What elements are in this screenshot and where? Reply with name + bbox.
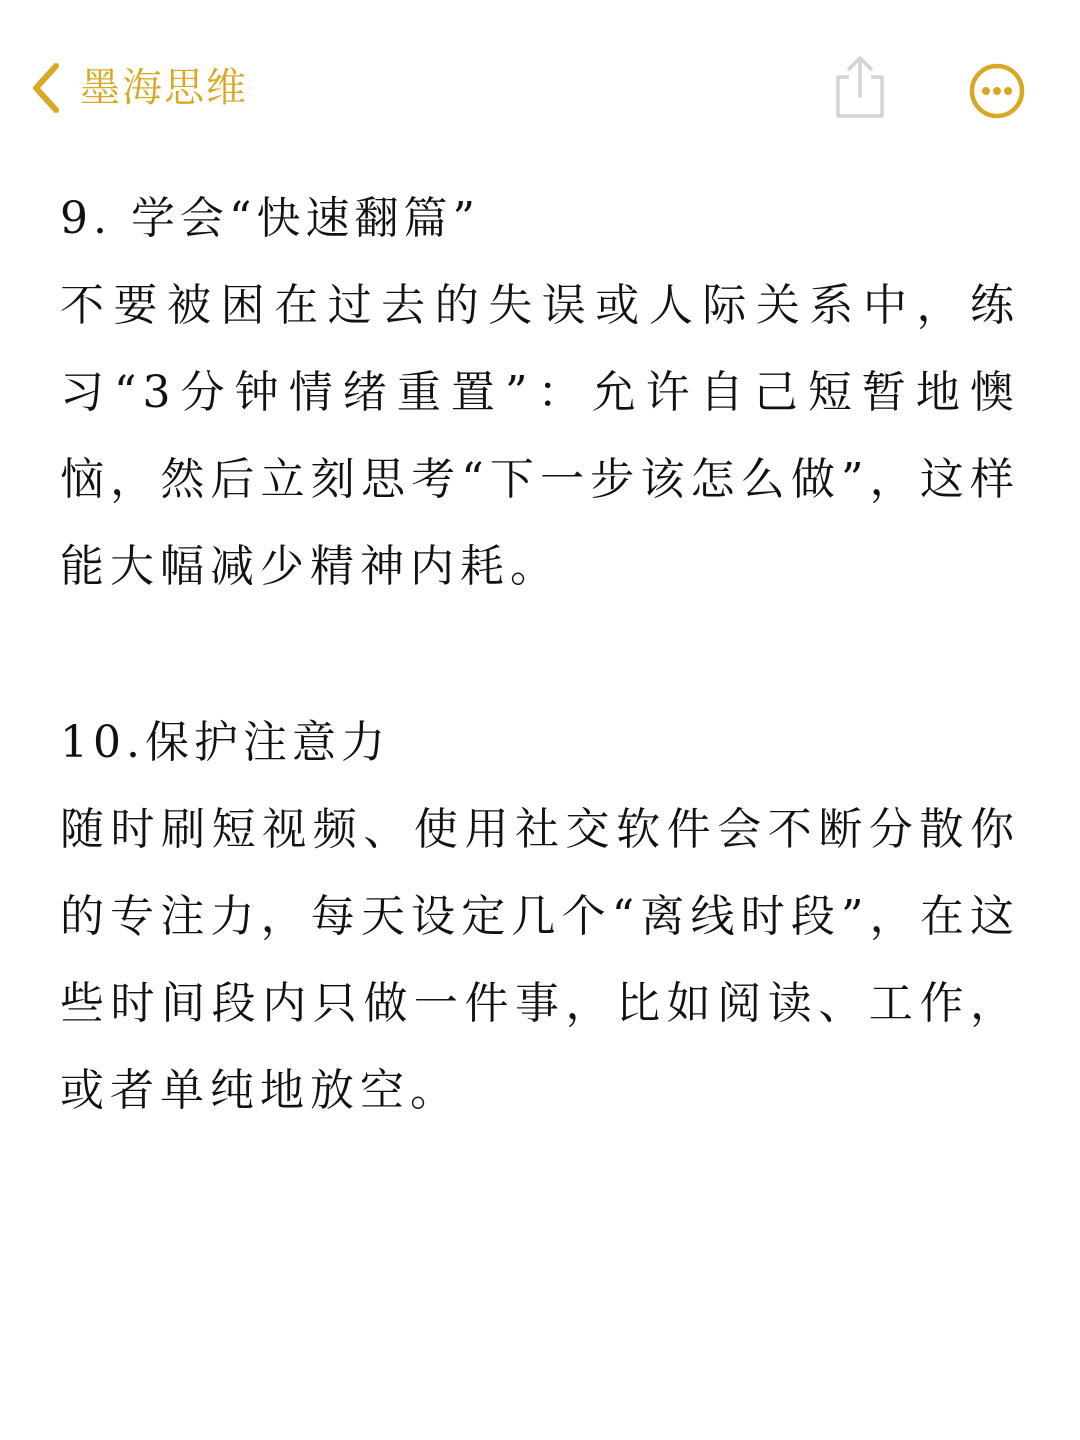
- section-heading: 9. 学会“快速翻篇”: [60, 193, 480, 244]
- article-content: [60, 186, 1020, 1134]
- section-body: 随时刷短视频、使用社交软件会不断分散你的专注力，每天设定几个“离线时段”，在这些时间段内只做一件事，比如阅读、工作，或者单纯地放空。: [60, 804, 1020, 1116]
- article-section: [60, 186, 1020, 610]
- account-name: 墨海思维: [80, 65, 248, 111]
- article-section: [60, 710, 1020, 1134]
- share-icon: [832, 105, 888, 124]
- back-button[interactable]: [28, 58, 248, 118]
- more-options-button[interactable]: [968, 62, 1026, 120]
- more-dots-icon: [968, 105, 1026, 124]
- chevron-left-icon: [28, 60, 62, 116]
- share-button[interactable]: [832, 54, 888, 120]
- section-heading: 10.保护注意力: [60, 717, 390, 768]
- navigation-bar: [0, 0, 1080, 180]
- section-body: 不要被困在过去的失误或人际关系中，练习“3分钟情绪重置”：允许自己短暂地懊恼，然后立刻思考“下一步该怎么做”，这样能大幅减少精神内耗。: [60, 280, 1020, 592]
